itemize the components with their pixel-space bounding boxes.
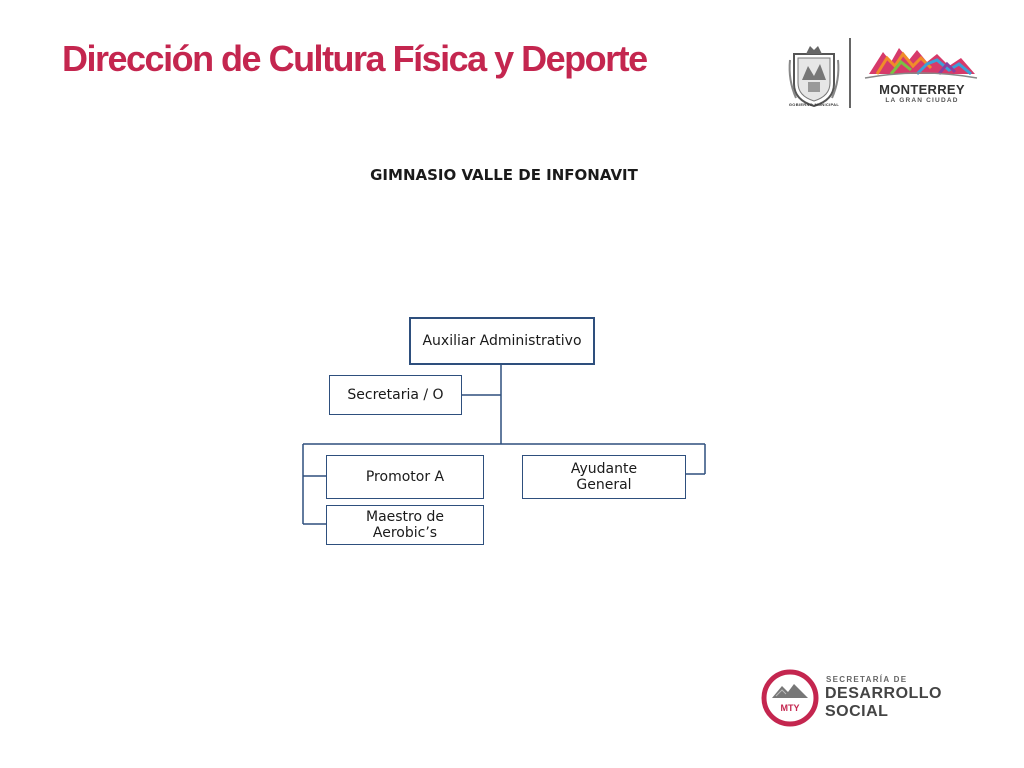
org-box-maestro-aerobics: [326, 505, 484, 545]
org-box-label: Auxiliar Administrativo: [422, 332, 582, 349]
org-box-label: Ayudante General: [570, 460, 638, 493]
monterrey-logo-name: MONTERREY: [879, 82, 965, 97]
org-box-promotor-a: [326, 455, 484, 499]
org-box-ayudante-general: [522, 455, 686, 499]
secretaria-label: SECRETARÍA DE: [826, 675, 908, 684]
monterrey-logo-tagline: LA GRAN CIUDAD: [885, 97, 959, 104]
org-box-label: Maestro de Aerobic’s: [365, 508, 445, 541]
org-box-auxiliar-administrativo: [409, 317, 595, 365]
org-box-secretaria: [329, 375, 462, 415]
org-chart-title: GIMNASIO VALLE DE INFONAVIT: [370, 166, 638, 184]
badge-text: MTY: [780, 703, 800, 713]
org-box-label: Secretaria / O: [347, 386, 444, 403]
org-box-label: Promotor A: [365, 468, 445, 485]
page-title: Dirección de Cultura Física y Deporte: [62, 38, 647, 79]
escudo-caption: GOBIERNO MUNICIPAL: [788, 102, 840, 107]
desarrollo-social-badge-icon: [760, 668, 820, 728]
social-label: SOCIAL: [825, 703, 889, 720]
desarrollo-label: DESARROLLO: [825, 685, 942, 702]
